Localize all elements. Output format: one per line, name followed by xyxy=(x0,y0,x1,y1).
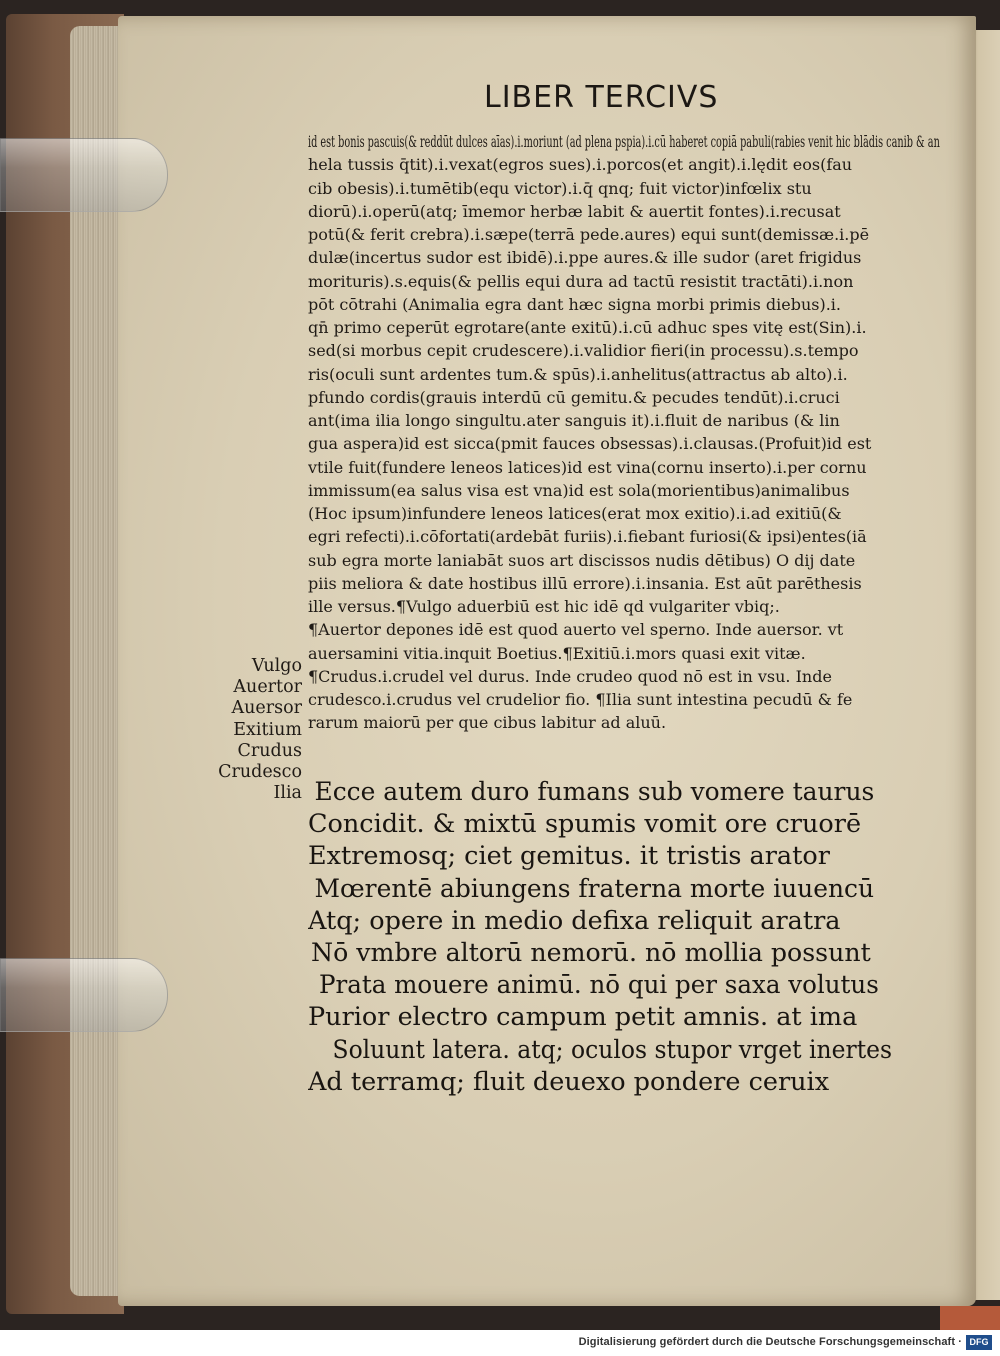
commentary-line: immissum(ea salus visa est vna)id est sola(morientibus)animalibus xyxy=(308,480,850,500)
running-title: LIBER TERCIVS xyxy=(484,80,719,115)
marginal-term: Auertor xyxy=(233,677,302,698)
commentary-line: (Hoc ipsum)infundere leneos latices(erat mox exitio).i.ad exitiū(& xyxy=(308,504,842,523)
commentary-line: piis meliora & date hostibus illū errore).i.insania. Est aūt parēthesis xyxy=(308,573,862,593)
commentary-line: pfundo cordis(grauis interdū cū gemitu.& pecudes tendūt).i.cruci xyxy=(308,387,840,407)
glass-page-weight-top xyxy=(0,138,168,212)
commentary-line: rarum maiorū per que cibus labitur ad aluū. xyxy=(308,713,667,733)
commentary-line: diorū).i.operū(atq; īmemor herbæ labit & auertit fontes).i.recusat xyxy=(308,201,841,221)
marginal-term: Vulgo xyxy=(251,656,302,676)
commentary-line: hela tussis q̄tit).i.vexat(egros sues).i.porcos(et angit).i.lędit eos(fau xyxy=(308,155,853,175)
footer-credit: Digitalisierung gefördert durch die Deutsche Forschungsgemeinschaft · xyxy=(578,1336,962,1348)
digitization-footer xyxy=(0,1330,1000,1356)
commentary-line: qn̄ primo ceperūt egrotare(ante exitū).i.cū adhuc spes vitę est(Sin).i. xyxy=(308,318,867,337)
verse-line: Atq; opere in medio defixa reliquit aratra xyxy=(308,905,841,936)
verse-line: Mœrentē abiungens fraterna morte iuuencū xyxy=(314,873,875,904)
commentary-line: crudesco.i.crudus vel crudelior fio. ¶Ilia sunt intestina pecudū & fe xyxy=(308,690,853,709)
marginal-term: Crudesco xyxy=(218,761,302,782)
commentary-line: ris(oculi sunt ardentes tum.& spūs).i.anhelitus(attractus ab alto).i. xyxy=(308,364,848,384)
commentary-line: ant(ima ilia longo singultu.ater sanguis it).i.fluit de naribus (& lin xyxy=(308,411,840,430)
commentary-line: egri refecti).i.cōfortati(ardebāt furiis).i.fiebant furiosi(& ipsi)entes(iā xyxy=(308,527,867,547)
verse-line: Ad terramq; fluit deuexo pondere ceruix xyxy=(308,1066,830,1097)
commentary-line: morituris).s.equis(& pellis equi dura ad tactū resistit tractāti).i.non xyxy=(308,271,854,291)
commentary-line: sub egra morte laniabāt suos art discissos nudis dētibus) O dij date xyxy=(308,550,856,570)
commentary-line: auersamini vitia.inquit Boetius.¶Exitiū.i.mors quasi exit vitæ. xyxy=(308,643,806,663)
commentary-line: id est bonis pascuis(& reddūt dulces aīas).i.moriunt (ad plena pspia).i.cū haberet copiā pabuli(rabies venit hic blādis canib & an xyxy=(308,132,940,151)
marginal-term: Exitium xyxy=(233,719,302,740)
verse-line: Concidit. & mixtū spumis vomit ore cruorē xyxy=(308,809,862,840)
verse-line: Nō vmbre altorū nemorū. nō mollia possunt xyxy=(311,937,871,968)
verse-line: Prata mouere animū. nō qui per saxa volutus xyxy=(319,970,879,1001)
commentary-line: ¶Auertor depones idē est quod auerto vel sperno. Inde auersor. vt xyxy=(308,620,844,640)
commentary-line: dulæ(incertus sudor est ibidē).i.ppe aures.& ille sudor (aret frigidus xyxy=(308,248,862,268)
marginal-term: Auersor xyxy=(231,698,302,719)
commentary-line: ille versus.¶Vulgo aduerbiū est hic idē qd vulgariter vbiq;. xyxy=(308,597,780,616)
commentary-line: sed(si morbus cepit crudescere).i.validior fieri(in processu).s.tempo xyxy=(308,341,859,361)
marginal-term: Ilia xyxy=(273,783,302,804)
commentary-line: potū(& ferit crebra).i.sæpe(terrā pede.aures) equi sunt(demissæ.i.pē xyxy=(308,225,870,244)
commentary-line: pōt cōtrahi (Animalia egra dant hæc signa morbi primis diebus).i. xyxy=(308,294,841,314)
verse-line: Ecce autem duro fumans sub vomere taurus xyxy=(314,777,875,807)
commentary-line: cib obesis).i.tumētib(equ victor).i.q̄ qnq; fuit victor)infœlix stu xyxy=(308,178,812,198)
glass-page-weight-bottom xyxy=(0,958,168,1032)
binding-band xyxy=(940,1306,1000,1330)
verse-line: Purior electro campum petit amnis. at ima xyxy=(308,1002,858,1033)
verse-block xyxy=(308,776,893,1098)
verse-line: Extremosq; ciet gemitus. it tristis arator xyxy=(308,841,830,872)
commentary-line: gua aspera)id est sicca(pmit fauces obsessas).i.clausas.(Profuit)id est xyxy=(308,434,872,454)
dfg-logo: DFG xyxy=(966,1335,992,1350)
commentary-line: vtile fuit(fundere leneos latices)id est vina(cornu inserto).i.per cornu xyxy=(308,457,867,477)
commentary-block xyxy=(308,130,944,735)
marginal-term: Crudus xyxy=(237,740,302,761)
marginal-index xyxy=(206,656,302,804)
verse-line: Soluunt latera. atq; oculos stupor vrget inertes xyxy=(332,1034,893,1065)
commentary-line: ¶Crudus.i.crudel vel durus. Inde crudeo quod nō est in vsu. Inde xyxy=(308,666,832,686)
